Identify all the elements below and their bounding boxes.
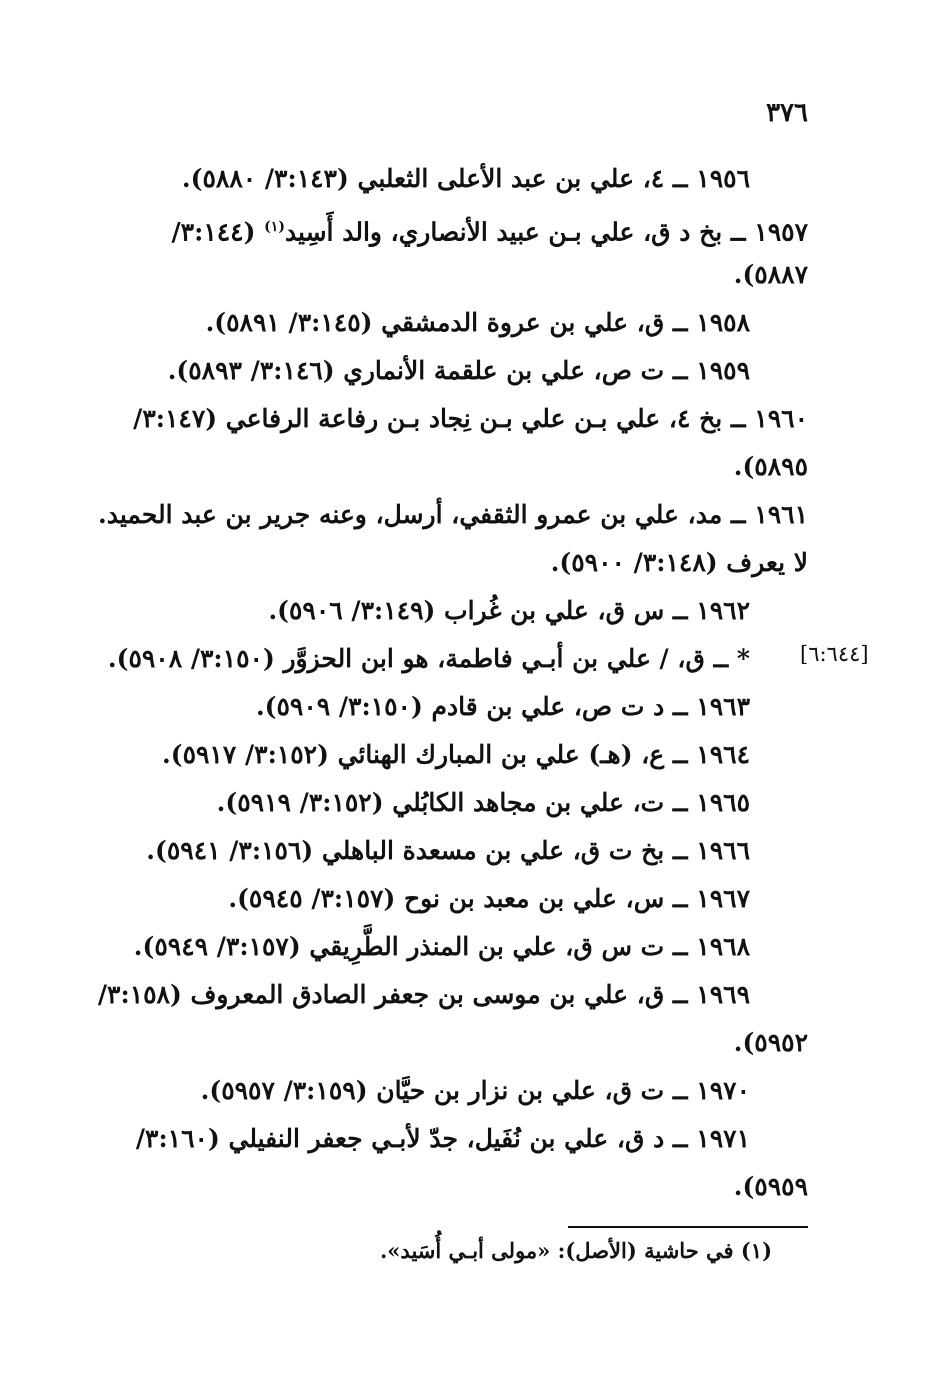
entry-line: ١٩٦٨ ــ ت س ق، علي بن المنذر الطَّرِيقي (٣:١٥٧/ ٥٩٤٩). <box>133 932 750 961</box>
entry-line: ١٩٥٨ ــ ق، علي بن عروة الدمشقي (٣:١٤٥/ ٥٨٩١). <box>205 308 750 337</box>
entry-continuation: ٥٩٥٩). <box>733 1172 808 1201</box>
entry-line: ١٩٦١ ــ مد، علي بن عمرو الثقفي، أرسل، وعنه جرير بن عبد الحميد. <box>98 500 808 529</box>
entry-line: ١٩٧١ ــ د ق، علي بن نُفَيل، جدّ لأبـي جعفر النفيلي (٣:١٦٠/ <box>135 1124 750 1153</box>
entry-continuation: ٥٩٥٢). <box>733 1028 808 1057</box>
entry-line: ١٩٦٢ ــ س ق، علي بن غُراب (٣:١٤٩/ ٥٩٠٦). <box>268 596 750 625</box>
entry-line: ١٩٦٣ ــ د ت ص، علي بن قادم (٣:١٥٠/ ٥٩٠٩). <box>255 692 750 721</box>
entry-text: ١٩٥٧ ــ بخ د ق، علي بـن عبيد الأنصاري، والد أَسِيد <box>284 217 808 247</box>
page-number: ٣٧٦ <box>766 98 808 128</box>
entry-continuation: ٥٨٨٧). <box>733 260 808 289</box>
entry-line: ١٩٦٩ ــ ق، علي بن موسى بن جعفر الصادق المعروف (٣:١٥٨/ <box>97 980 750 1009</box>
entries-list <box>88 155 808 1211</box>
footnote: (١) في حاشية (الأصل): «مولى أبـي أُسَيد». <box>380 1238 772 1263</box>
entry-line: ١٩٦٧ ــ س، علي بن معبد بن نوح (٣:١٥٧/ ٥٩٤٥). <box>228 884 750 913</box>
entry-line: ١٩٦٦ ــ بخ ت ق، علي بن مسعدة الباهلي (٣:١٥٦/ ٥٩٤١). <box>146 836 750 865</box>
entry-continuation: لا يعرف (٣:١٤٨/ ٥٩٠٠). <box>550 548 808 577</box>
entry-continuation: ٥٨٩٥). <box>733 452 808 481</box>
entry-line: ١٩٥٩ ــ ت ص، علي بن علقمة الأنماري (٣:١٤٦/ ٥٨٩٣). <box>167 356 750 385</box>
entry-line: ١٩٦٤ ــ ع، (هـ) علي بن المبارك الهنائي (٣:١٥٢/ ٥٩١٧). <box>162 740 750 769</box>
entry-line: ١٩٥٦ ــ ٤، علي بن عبد الأعلى الثعلبي (٣:١٤٣/ ٥٨٨٠). <box>181 164 750 193</box>
footnote-marker: (١) <box>264 219 285 235</box>
entry-line: ١٩٧٠ ــ ت ق، علي بن نزار بن حيَّان (٣:١٥٩/ ٥٩٥٧). <box>200 1076 750 1105</box>
entry-line: ١٩٦٥ ــ ت، علي بن مجاهد الكابُلي (٣:١٥٢/ ٥٩١٩). <box>216 788 750 817</box>
entry-line <box>88 203 808 251</box>
footnote-separator <box>568 1226 808 1228</box>
entry-text-cont: (٣:١٤٤/ <box>171 217 265 247</box>
margin-page-reference: [٦:٦٤٤] <box>800 642 869 666</box>
entry-line-starred: * ــ ق، / علي بن أبـي فاطمة، هو ابن الحزوَّر (٣:١٥٠/ ٥٩٠٨). <box>107 644 750 673</box>
entry-line: ١٩٦٠ ــ بخ ٤، علي بـن علي بـن نِجاد بـن رفاعة الرفاعي (٣:١٤٧/ <box>133 404 808 433</box>
